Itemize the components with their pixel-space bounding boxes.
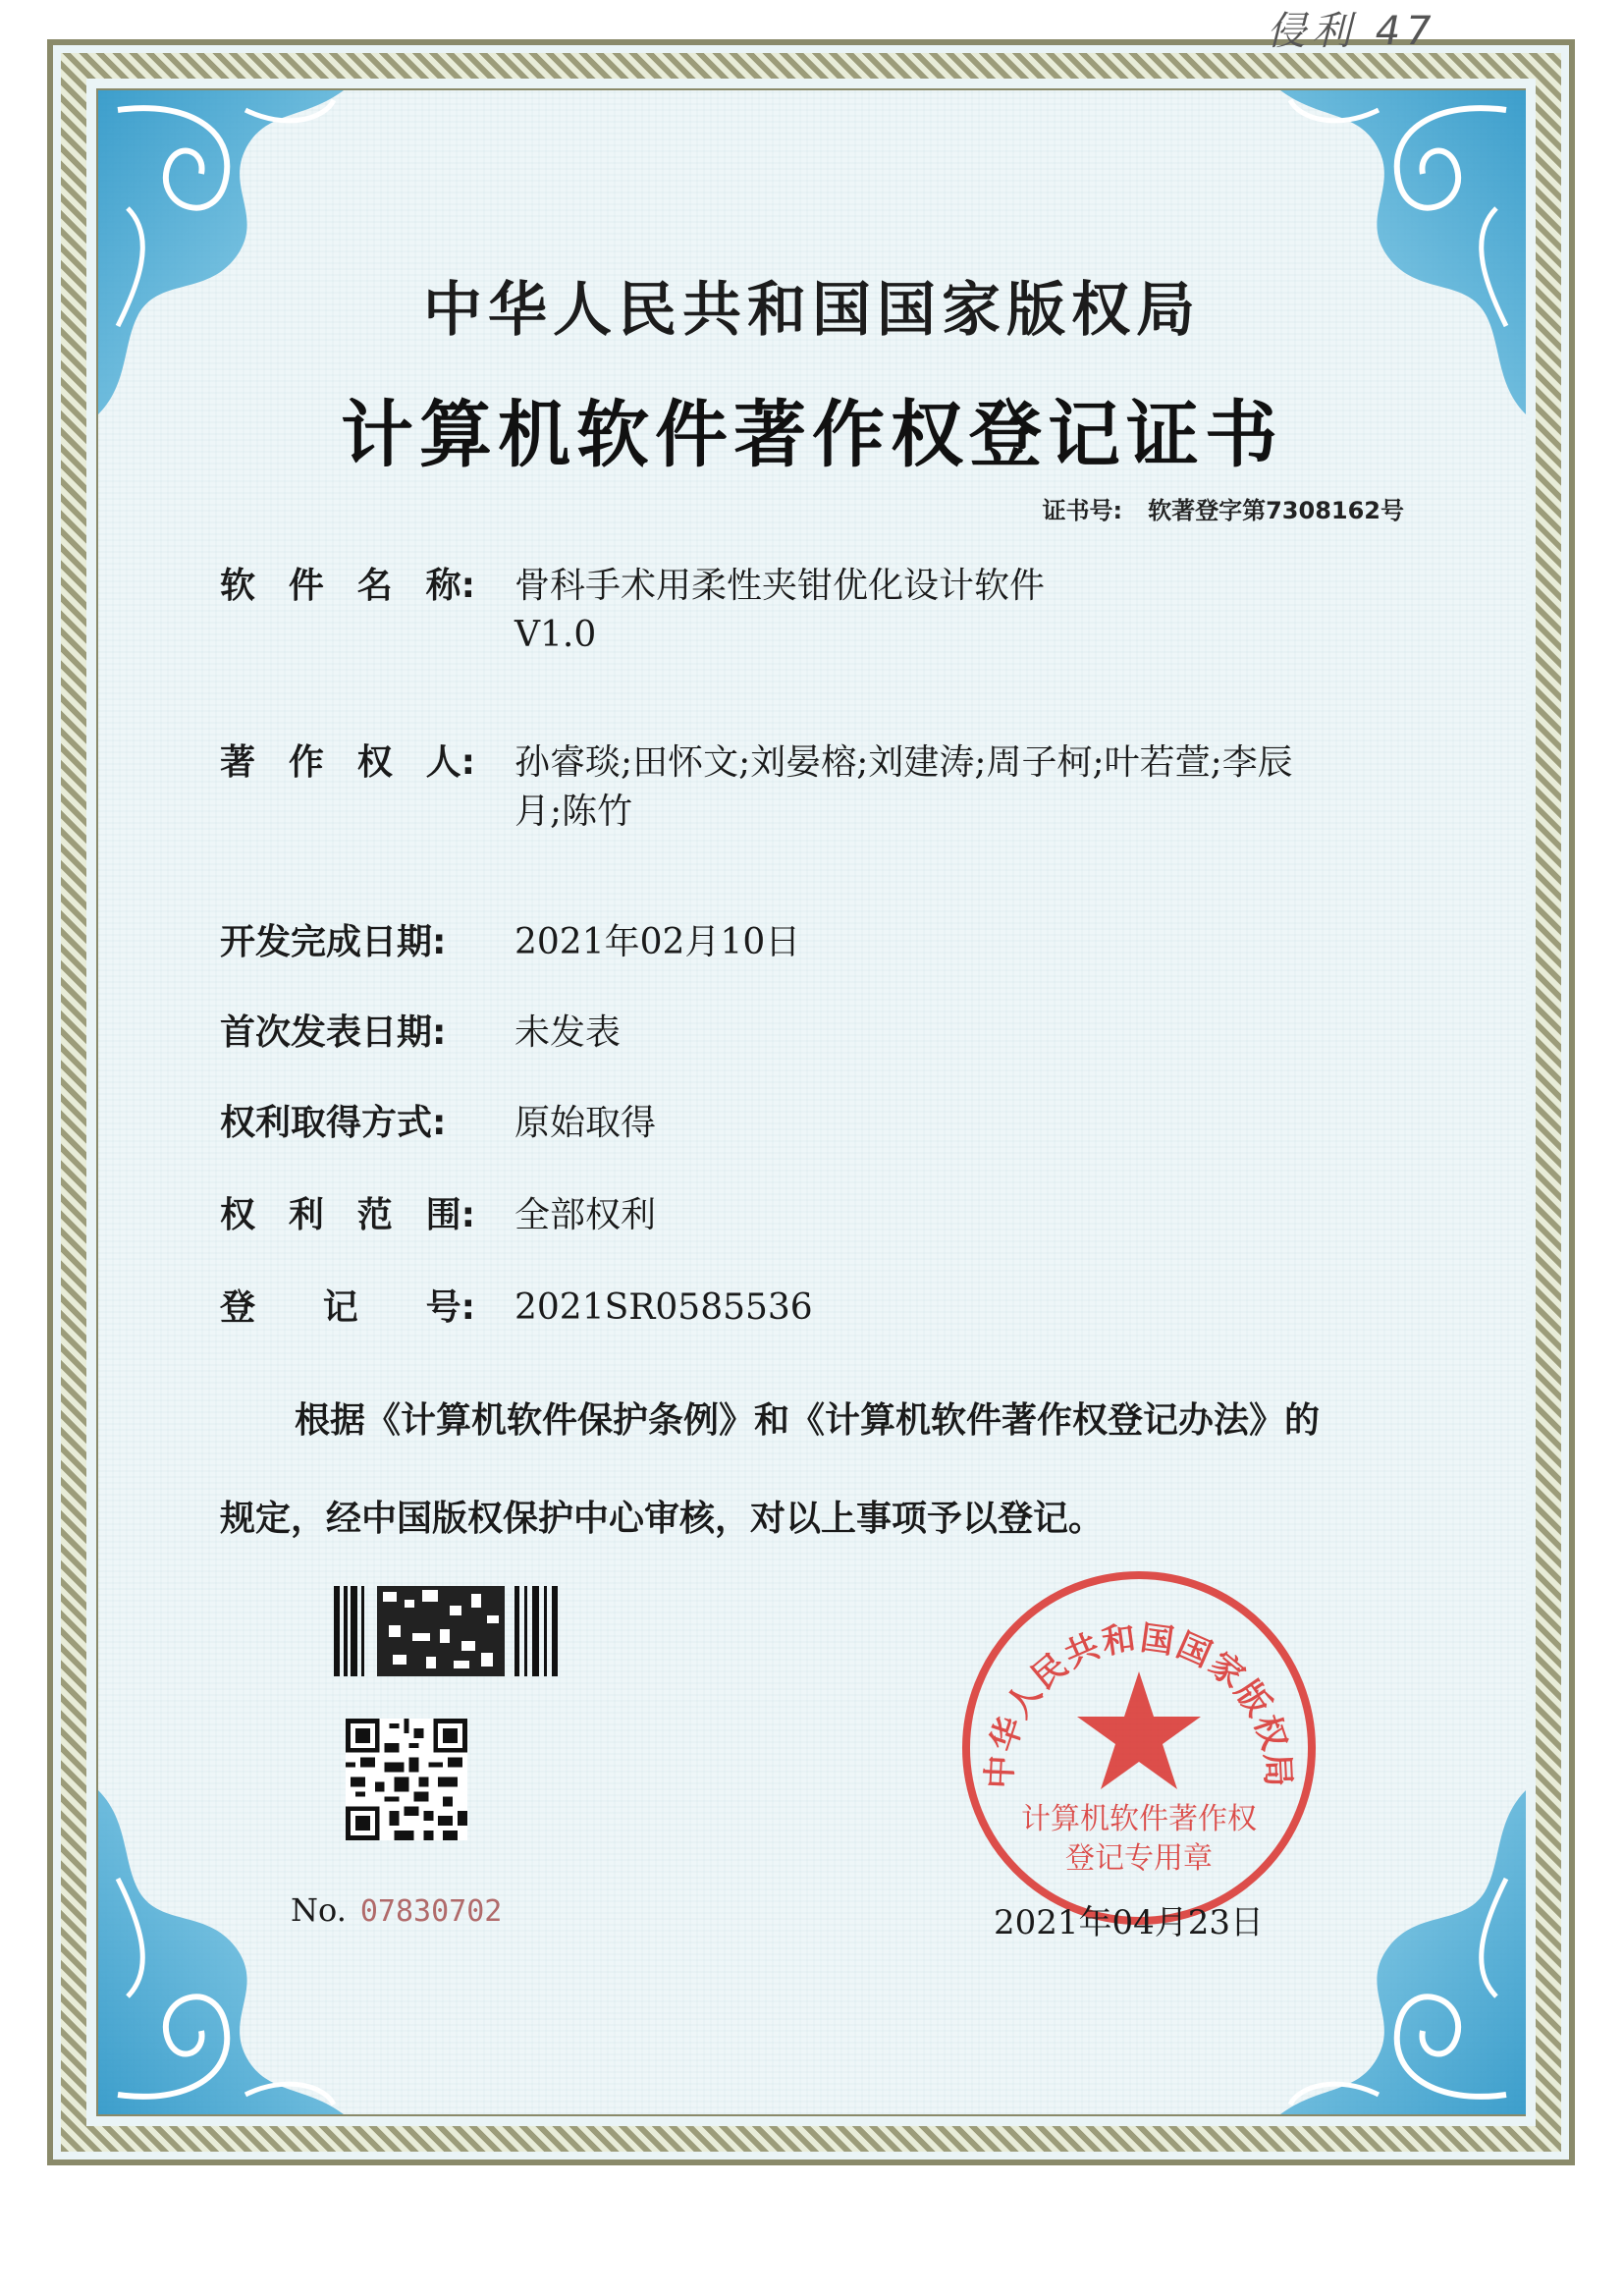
field-label: 软 件 名 称: [220,566,475,606]
serial-number [291,1891,502,1929]
field-label: 著 作 权 人: [220,742,475,783]
field-label: 权利取得方式: [220,1103,447,1143]
certificate-number [1042,491,1404,525]
field-value: 骨科手术用柔性夹钳优化设计软件 V1.0 [514,566,1046,655]
field-value: 孙睿琰;田怀文;刘晏榕;刘建涛;周子柯;叶若萱;李辰 月;陈竹 [514,742,1293,832]
field-value: 原始取得 [514,1103,657,1143]
field-value: 未发表 [514,1012,622,1053]
serial-label: No. [291,1891,347,1929]
statement-line-2: 规定，经中国版权保护中心审核，对以上事项予以登记。 [220,1499,1105,1539]
star-icon [1077,1671,1201,1789]
seal-inner-line-1: 计算机软件著作权 [1021,1802,1257,1836]
field-label: 权 利 范 围: [220,1195,475,1235]
field-label: 登 记 号: [220,1287,475,1328]
field-value: 2021SR0585536 [514,1287,813,1328]
seal-outer-text: 中华人民共和国国家版权局 [980,1618,1298,1790]
seal-inner-line-2: 登记专用章 [1065,1841,1213,1876]
statement-line-1: 根据《计算机软件保护条例》和《计算机软件著作权登记办法》的 [295,1400,1321,1441]
qr-code [346,1719,467,1840]
certificate-number-value: 软著登字第7308162号 [1148,497,1404,524]
serial-value: 07830702 [359,1894,503,1929]
barcode [334,1586,566,1676]
corner-ornament-top-left [98,90,422,414]
certificate-number-label: 证书号: [1042,497,1123,524]
issuer-title: 中华人民共和国国家版权局 [423,276,1201,345]
field-label: 首次发表日期: [220,1012,447,1053]
corner-ornament-top-right [1202,90,1526,414]
issue-date: 2021年04月23日 [994,1903,1265,1942]
handwritten-annotation: 侵利 47 [1267,9,1437,54]
official-seal [952,1561,1326,1935]
field-value: 2021年02月10日 [514,922,801,962]
field-label: 开发完成日期: [220,922,447,962]
certificate-title: 计算机软件著作权登记证书 [341,393,1283,477]
field-value: 全部权利 [514,1195,657,1235]
